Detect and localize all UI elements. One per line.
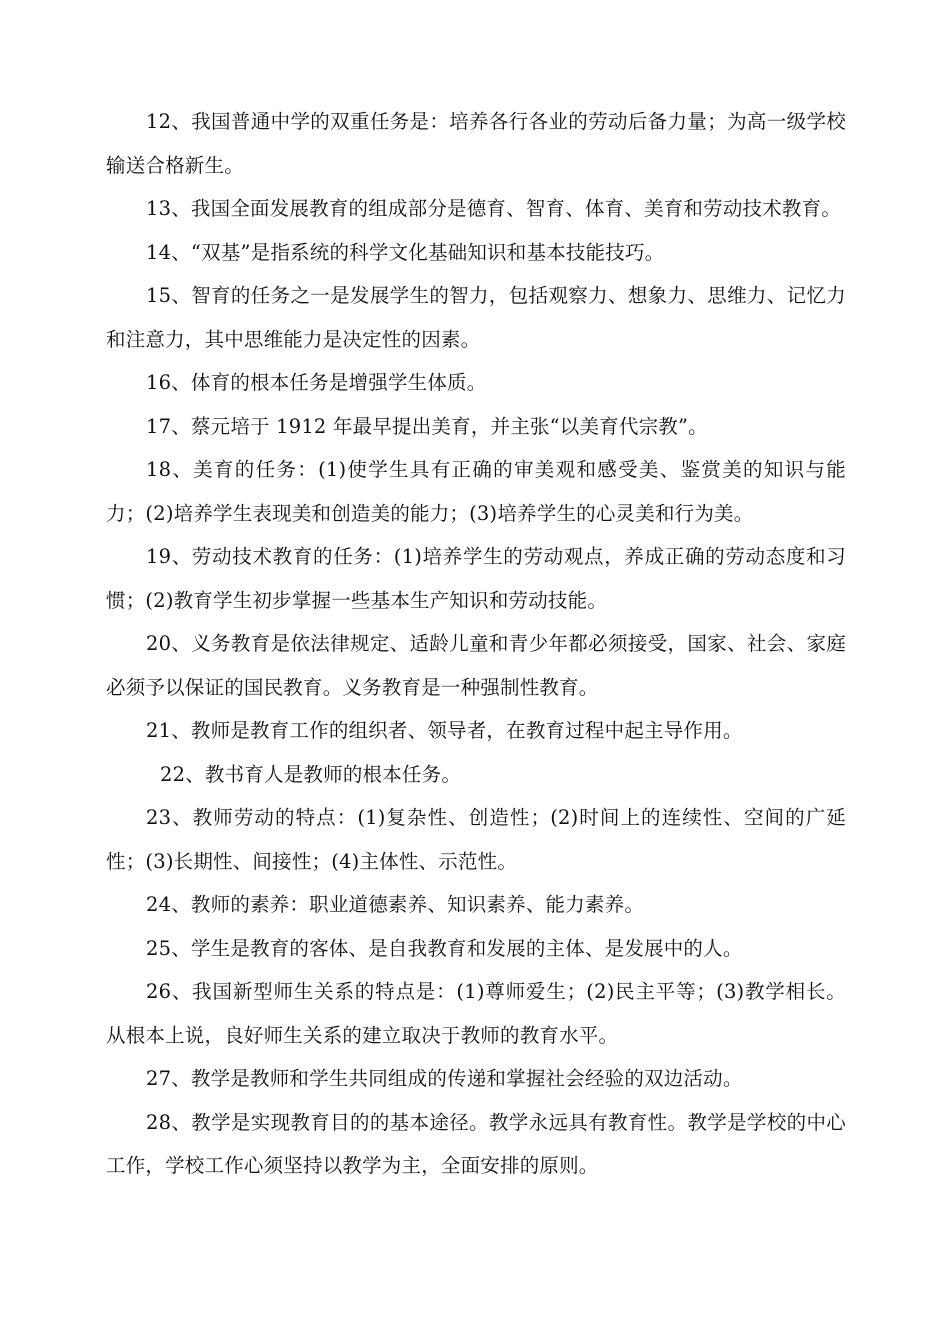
paragraph-13: 13、我国全面发展教育的组成部分是德育、智育、体育、美育和劳动技术教育。 [146, 197, 842, 220]
paragraph-28: 28、教学是实现教育目的的基本途径。教学永远具有教育性。教学是学校的中心工作，学校工作心须坚持以教学为主，全面安排的原则。 [106, 1110, 846, 1177]
paragraph-20: 20、义务教育是依法律规定、适龄儿童和青少年都必须接受，国家、社会、家庭必须予以保证的国民教育。义务教育是一种强制性教育。 [106, 632, 846, 699]
paragraph-14: 14、“双基”是指系统的科学文化基础知识和基本技能技巧。 [146, 240, 665, 264]
paragraph-27: 27、教学是教师和学生共同组成的传递和掌握社会经验的双边活动。 [146, 1067, 743, 1090]
document-body [106, 100, 846, 1188]
paragraph-17: 17、蔡元培于 1912 年最早提出美育，并主张“以美育代宗教”。 [146, 414, 708, 438]
paragraph-15: 15、智育的任务之一是发展学生的智力，包括观察力、想象力、思维力、记忆力和注意力，其中思维能力是决定性的因素。 [106, 284, 846, 351]
paragraph-19: 19、劳动技术教育的任务：(1)培养学生的劳动观点，养成正确的劳动态度和习惯；(2)教育学生初步掌握一些基本生产知识和劳动技能。 [106, 545, 846, 612]
paragraph-23: 23、教师劳动的特点：(1)复杂性、创造性；(2)时间上的连续性、空间的广延性；(3)长期性、间接性；(4)主体性、示范性。 [106, 806, 846, 873]
paragraph-22: 22、教书育人是教师的根本任务。 [160, 762, 462, 786]
paragraph-26: 26、我国新型师生关系的特点是：(1)尊师爱生；(2)民主平等；(3)教学相长。从根本上说，良好师生关系的建立取决于教师的教育水平。 [106, 980, 846, 1047]
paragraph-25: 25、学生是教育的客体、是自我教育和发展的主体、是发展中的人。 [146, 936, 743, 960]
paragraph-21: 21、教师是教育工作的组织者、领导者，在教育过程中起主导作用。 [146, 719, 743, 742]
paragraph-24: 24、教师的素养：职业道德素养、知识素养、能力素养。 [146, 893, 645, 916]
paragraph-18: 18、美育的任务：(1)使学生具有正确的审美观和感受美、鉴赏美的知识与能力；(2)培养学生表现美和创造美的能力；(3)培养学生的心灵美和行为美。 [106, 458, 846, 525]
paragraph-16: 16、体育的根本任务是增强学生体质。 [146, 371, 487, 394]
paragraph-12: 12、我国普通中学的双重任务是：培养各行各业的劳动后备力量；为高一级学校输送合格新生。 [106, 110, 846, 177]
